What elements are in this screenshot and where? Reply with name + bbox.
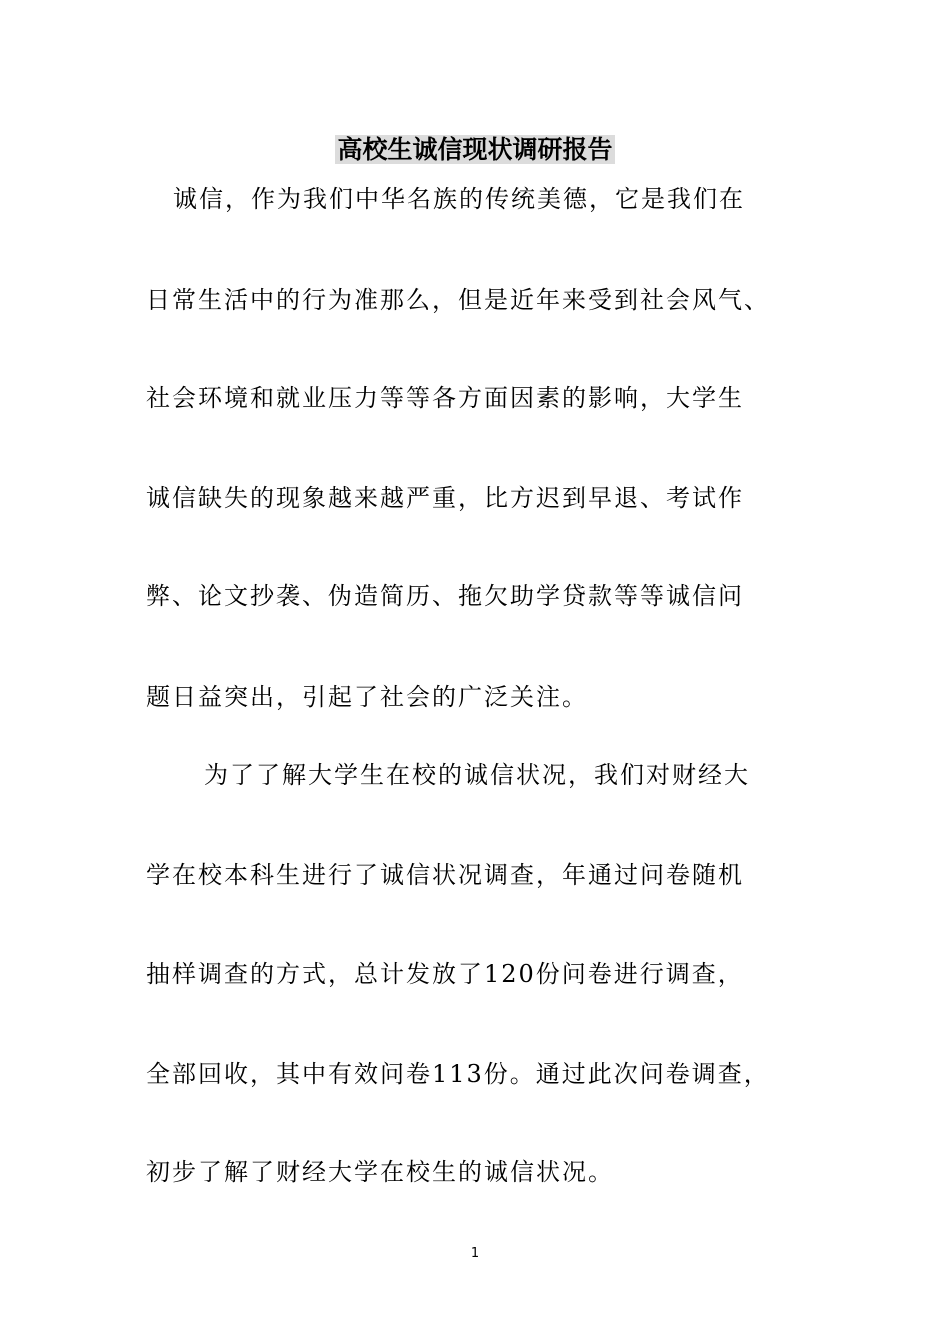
page-number: 1 <box>470 1246 480 1261</box>
paragraph-line: 初步了解了财经大学在校生的诚信状况。 <box>146 1158 614 1186</box>
paragraph-line: 学在校本科生进行了诚信状况调查，年通过问卷随机 <box>146 861 744 889</box>
paragraph-line: 为了了解大学生在校的诚信状况，我们对财经大 <box>204 761 750 789</box>
paragraph-line: 诚信缺失的现象越来越严重，比方迟到早退、考试作 <box>146 484 744 512</box>
paragraph-line: 弊、论文抄袭、伪造简历、拖欠助学贷款等等诚信问 <box>146 582 744 610</box>
document-title <box>0 132 950 168</box>
paragraph-line: 日常生活中的行为准那么，但是近年来受到社会风气、 <box>146 286 770 314</box>
paragraph-line: 诚信，作为我们中华名族的传统美德，它是我们在 <box>173 185 745 213</box>
paragraph-line: 题日益突出，引起了社会的广泛关注。 <box>146 683 588 711</box>
paragraph-line: 抽样调查的方式，总计发放了120份问卷进行调查， <box>146 960 744 988</box>
paragraph-line: 全部回收，其中有效问卷113份。通过此次问卷调查， <box>146 1060 770 1088</box>
document-title-text: 高校生诚信现状调研报告 <box>337 135 613 164</box>
paragraph-line: 社会环境和就业压力等等各方面因素的影响，大学生 <box>146 384 744 412</box>
